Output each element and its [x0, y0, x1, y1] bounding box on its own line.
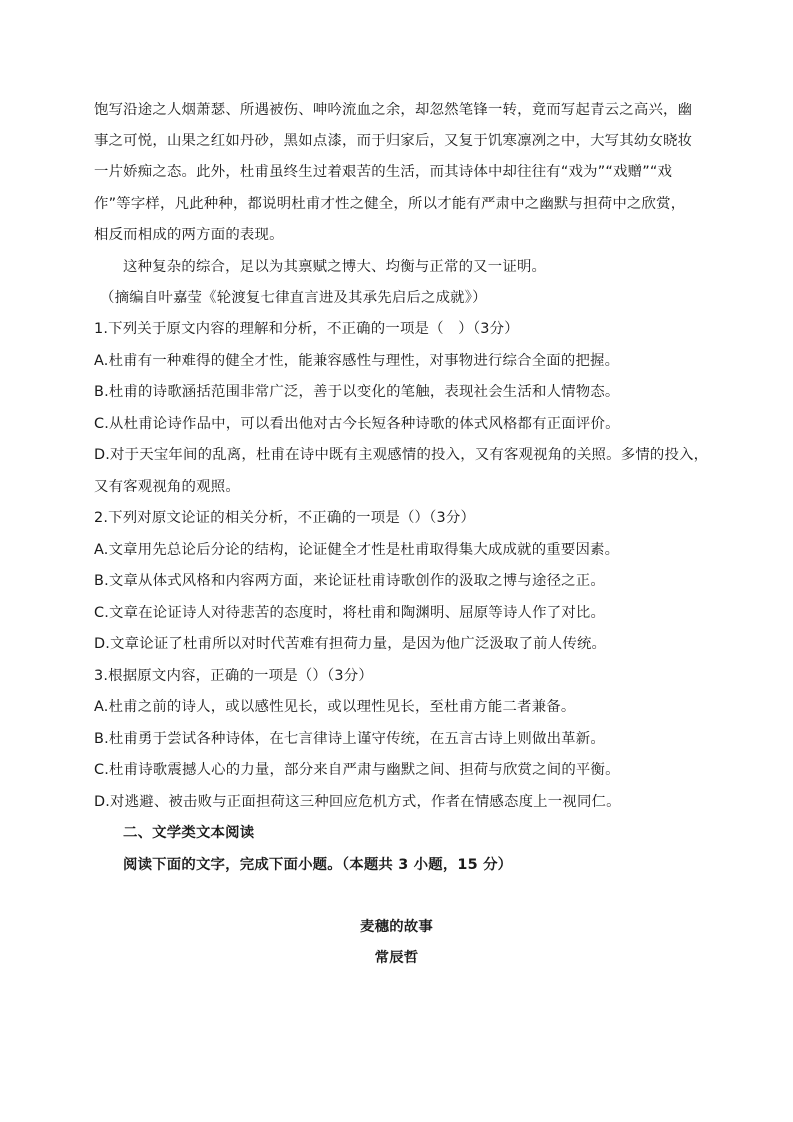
story-title: 麦穗的故事: [360, 919, 433, 935]
passage-source: （摘编自叶嘉莹《轮渡复七律直言进及其承先启后之成就》）: [100, 290, 487, 306]
passage-line-3: 一片娇痴之态。此外，杜甫虽终生过着艰苦的生活，而其诗体中却往往有“戏为”“戏赠”“戏: [94, 164, 673, 180]
q1-option-d: D.对于天宝年间的乱离，杜甫在诗中既有主观感情的投入，又有客观视角的关照。多情的投入，: [94, 447, 709, 463]
passage-paragraph-2: 这种复杂的综合，足以为其禀赋之博大、均衡与正常的又一证明。: [123, 259, 547, 275]
story-author: 常辰哲: [374, 950, 419, 966]
section-instruction: 阅读下面的文字，完成下面小题。（本题共 3 小题，15 分）: [123, 857, 513, 873]
q1-option-b: B.杜甫的诗歌涵括范围非常广泛，善于以变化的笔触，表现社会生活和人情物态。: [94, 384, 620, 400]
q2-option-d: D.文章论证了杜甫所以对时代苦难有担荷力量，是因为他广泛汲取了前人传统。: [94, 636, 607, 652]
q3-option-d: D.对逃避、被击败与正面担荷这三种回应危机方式，作者在情感态度上一视同仁。: [94, 794, 621, 810]
q3-option-b: B.杜甫勇于尝试各种诗体，在七言律诗上谨守传统，在五言古诗上则做出革新。: [94, 731, 605, 747]
passage-line-4: 作”等字样，凡此种种，都说明杜甫才性之健全，所以才能有严肃中之幽默与担荷中之欣赏，: [94, 196, 686, 212]
section-heading: 二、文学类文本阅读: [123, 825, 255, 841]
passage-line-1: 饱写沿途之人烟萧瑟、所遇被伤、呻吟流血之余，却忽然笔锋一转，竟而写起青云之高兴，幽: [94, 102, 693, 118]
q2-stem: 2.下列对原文论证的相关分析，不正确的一项是（）（3分）: [94, 510, 476, 526]
q1-option-d-continued: 又有客观视角的观照。: [94, 479, 240, 495]
q2-option-b: B.文章从体式风格和内容两方面，来论证杜甫诗歌创作的汲取之博与途径之正。: [94, 573, 605, 589]
q3-option-c: C.杜甫诗歌震撼人心的力量，部分来自严肃与幽默之间、担荷与欣赏之间的平衡。: [94, 762, 620, 778]
passage-line-5: 相反而相成的两方面的表现。: [94, 227, 284, 243]
q1-option-c: C.从杜甫论诗作品中，可以看出他对古今长短各种诗歌的体式风格都有正面评价。: [94, 416, 620, 432]
q3-option-a: A.杜甫之前的诗人，或以感性见长，或以理性见长，至杜甫方能二者兼备。: [94, 699, 576, 715]
q3-stem: 3.根据原文内容，正确的一项是（）（3分）: [94, 668, 373, 684]
q1-stem: 1.下列关于原文内容的理解和分析，不正确的一项是（ ）（3分）: [94, 321, 519, 337]
q1-option-a: A.杜甫有一种难得的健全才性，能兼容感性与理性，对事物进行综合全面的把握。: [94, 353, 620, 369]
q2-option-a: A.文章用先总论后分论的结构，论证健全才性是杜甫取得集大成成就的重要因素。: [94, 542, 620, 558]
passage-line-2: 事之可悦，山果之红如丹砂，黑如点漆，而于归家后，又复于饥寒凛冽之中，大写其幼女晓妆: [94, 133, 693, 149]
q2-option-c: C.文章在论证诗人对待悲苦的态度时，将杜甫和陶渊明、屈原等诗人作了对比。: [94, 605, 606, 621]
